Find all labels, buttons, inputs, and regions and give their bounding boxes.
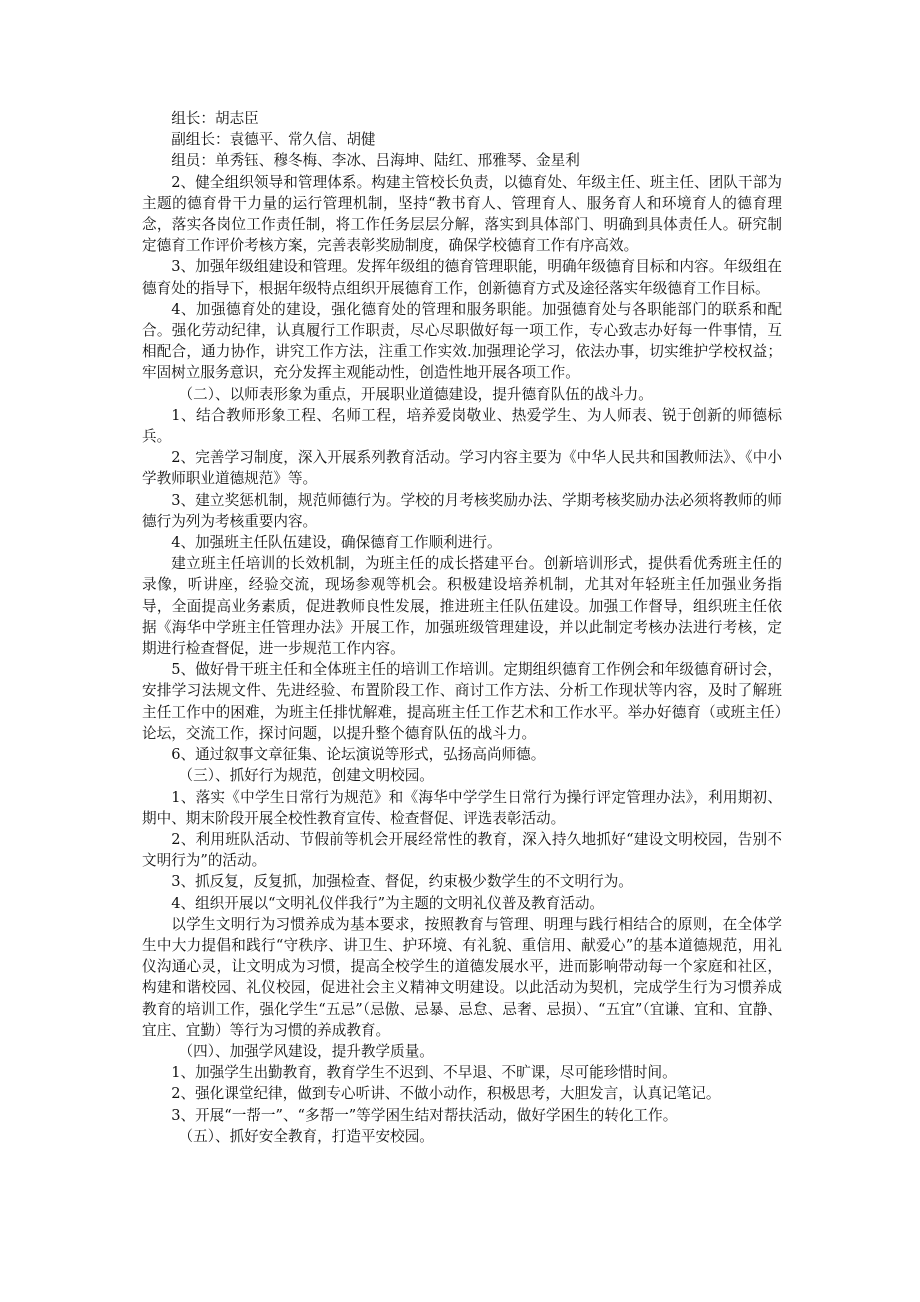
paragraph-teacher-3: 3、建立奖惩机制，规范师德行为。学校的月考核奖励办法、学期考核奖励办法必须将教师的师德行为列为考核重要内容。 <box>142 491 782 530</box>
paragraph-behavior-2: 2、利用班队活动、节假前等机会开展经常性的教育，深入持久地抓好“建设文明校园，告别不文明行为”的活动。 <box>142 830 782 870</box>
paragraph-members: 组员：单秀钰、穆冬梅、李冰、吕海坤、陆红、邢雅琴、金星利 <box>171 152 580 170</box>
section-heading-5: （五）、抓好安全教育，打造平安校园。 <box>178 1127 434 1145</box>
paragraph-teacher-5: 5、做好骨干班主任和全体班主任的培训工作培训。定期组织德育工作例会和年级德育研讨会，安排学习法规文件、先进经验、布置阶段工作、商讨工作方法、分析工作现状等内容，及时了解班主任工作中的困难，为班主任排忧解难，提高班主任工作艺术和工作水平。举办好德育（或班主任）论坛，交流工作，探讨问题，以提升整个德育队伍的战斗力。 <box>142 661 782 742</box>
section-heading-4: （四）、加强学风建设，提升教学质量。 <box>178 1042 434 1060</box>
paragraph-behavior-4: 4、组织开展以“文明礼仪伴我行”为主题的文明礼仪普及教育活动。 <box>171 894 605 912</box>
paragraph-teacher-1: 1、结合教师形象工程、名师工程，培养爱岗敬业、热爱学生、为人师表、锐于创新的师德标兵。 <box>142 406 782 446</box>
paragraph-deputy-leaders: 副组长：袁德平、常久信、胡健 <box>171 131 376 149</box>
paragraph-teacher-6: 6、通过叙事文章征集、论坛演说等形式，弘扬高尚师德。 <box>171 746 546 764</box>
paragraph-etiquette: 以学生文明行为习惯养成为基本要求，按照教育与管理、明理与践行相结合的原则，在全体学生中大力提倡和践行“守秩序、讲卫生、护环境、有礼貌、重信用、献爱心”的基本道德规范，用礼仪沟通心灵，让文明成为习惯，提高全校学生的道德发展水平，进而影响带动每一个家庭和社区，构建和谐校园、礼仪校园，促进社会主义精神文明建设。以此活动为契机，完成学生行为习惯养成教育的培训工作，强化学生“五忌”（忌傲、忌暴、忌怠、忌奢、忌损）、“五宜”（宜谦、宜和、宜静、宜庄、宜勤）等行为习惯的养成教育。 <box>142 915 782 1039</box>
paragraph-leader: 组长：胡志臣 <box>171 110 259 127</box>
paragraph-teacher-2: 2、完善学习制度，深入开展系列教育活动。学习内容主要为《中华人民共和国教师法》、《中小学教师职业道德规范》等。 <box>142 449 782 488</box>
document-body <box>142 108 782 1147</box>
paragraph-teacher-4: 4、加强班主任队伍建设，确保德育工作顺利进行。 <box>171 534 502 552</box>
paragraph-training-mechanism: 建立班主任培训的长效机制，为班主任的成长搭建平台。创新培训形式，提供看优秀班主任的录像，听讲座，经验交流，现场参观等机会。积极建设培养机制，尤其对年轻班主任加强业务指导，全面提高业务素质，促进教师良性发展，推进班主任队伍建设。加强工作督导，组织班主任依据《海华中学班主任管理办法》开展工作，加强班级管理建设，并以此制定考核办法进行考核，定期进行检查督促，进一步规范工作内容。 <box>142 555 782 658</box>
paragraph-study-1: 1、加强学生出勤教育，教育学生不迟到、不早退、不旷课，尽可能珍惜时间。 <box>171 1064 677 1082</box>
paragraph-item-2: 2、健全组织领导和管理体系。构建主管校长负责，以德育处、年级主任、班主任、团队干部为主题的德育骨干力量的运行管理机制，坚持“教书育人、管理育人、服务育人和环境育人的德育理念，落实各岗位工作责任制，将工作任务层层分解，落实到具体部门、明确到具体责任人。研究制定德育工作评价考核方案，完善表彰奖励制度，确保学校德育工作有序高效。 <box>142 173 782 255</box>
paragraph-behavior-3: 3、抓反复，反复抓，加强检查、督促，约束极少数学生的不文明行为。 <box>171 873 633 891</box>
paragraph-study-3: 3、开展“一帮一”、“多帮一”等学困生结对帮扶活动，做好学困生的转化工作。 <box>171 1106 678 1124</box>
section-heading-2: （二）、以师表形象为重点，开展职业道德建设，提升德育队伍的战斗力。 <box>178 385 653 403</box>
paragraph-study-2: 2、强化课堂纪律，做到专心听讲、不做小动作，积极思考，大胆发言，认真记笔记。 <box>171 1085 721 1103</box>
paragraph-behavior-1: 1、落实《中学生日常行为规范》和《海华中学学生日常行为操行评定管理办法》，利用期初、期中、期末阶段开展全校性教育宣传、检查督促、评选表彰活动。 <box>142 788 782 827</box>
paragraph-item-3: 3、加强年级组建设和管理。发挥年级组的德育管理职能，明确年级德育目标和内容。年级组在德育处的指导下，根据年级特点组织开展德育工作，创新德育方式及途径落实年级德育工作目标。 <box>142 258 782 297</box>
paragraph-item-4: 4、加强德育处的建设，强化德育处的管理和服务职能。加强德育处与各职能部门的联系和配合。强化劳动纪律，认真履行工作职责，尽心尽职做好每一项工作，专心致志办好每一件事情，互相配合，通力协作，讲究工作方法，注重工作实效.加强理论学习，依法办事，切实维护学校权益；牢固树立服务意识，充分发挥主观能动性，创造性地开展各项工作。 <box>142 300 782 382</box>
section-heading-3: （三）、抓好行为规范，创建文明校园。 <box>178 767 434 785</box>
